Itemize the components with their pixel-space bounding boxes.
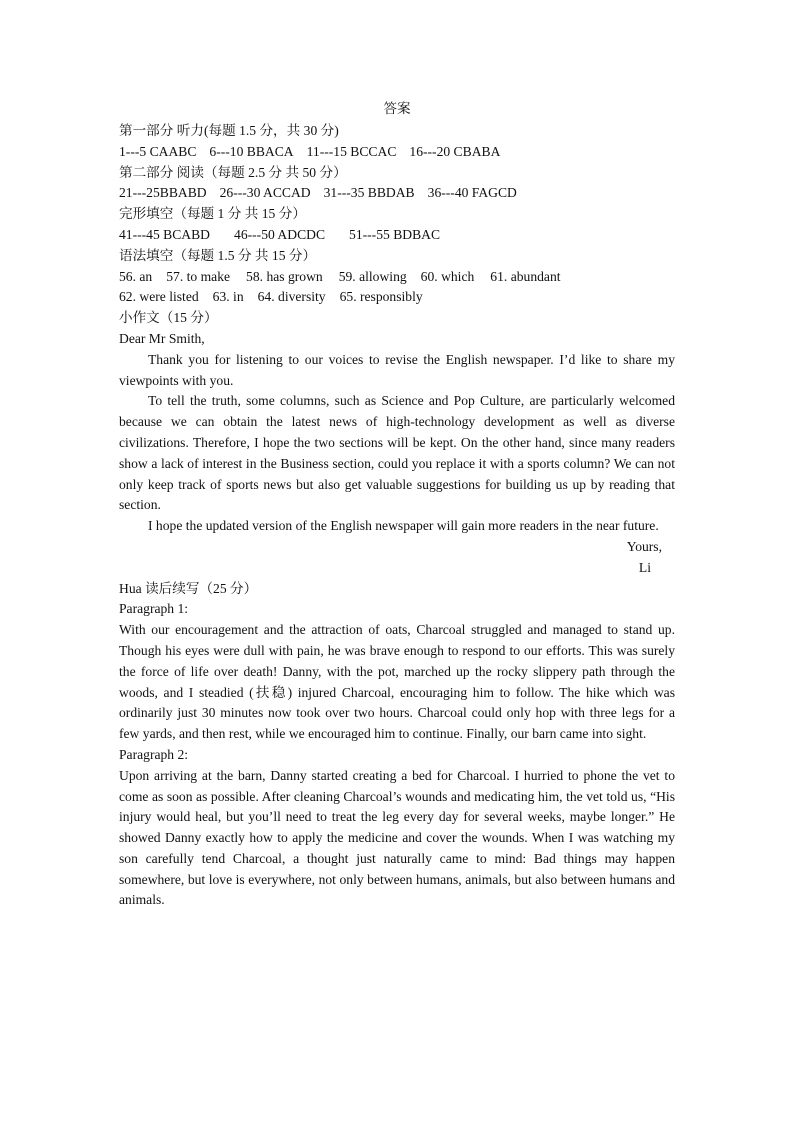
continuation-paragraph-2: Upon arriving at the barn, Danny started creating a bed for Charcoal. I hurried to phone the vet to come as soon as possible. After cleaning Charcoal’s wounds and medicating him, the vet told us, “His injury would heal, but you’ll need to treat the leg every day for several weeks, maybe longer.” He showed Danny exactly how to apply the medicine and cover the wounds. When I was watching my son carefully tend Charcoal, a thought just naturally came to mind: Bad things may happen somewhere, but love is everywhere, not only between humans, animals, but also between humans and animals. — [119, 767, 675, 908]
part1-header: 第一部分 听力(每题 1.5 分，共 30 分) — [119, 123, 339, 138]
part1-answers — [119, 142, 675, 163]
answer-group: 21---25BBABD — [119, 185, 207, 201]
grammar-answer: 61. abundant — [490, 268, 561, 284]
part2-answers — [119, 183, 675, 204]
paragraph-1-label: Paragraph 1: — [119, 601, 189, 617]
answer-group: 26---30 ACCAD — [219, 185, 311, 201]
answer-group: 16---20 CBABA — [409, 143, 501, 159]
grammar-answer: 63. in — [212, 289, 244, 305]
answer-sheet — [119, 98, 675, 911]
grammar-answer: 56. an — [119, 268, 153, 284]
letter-signature-part: Li — [638, 559, 651, 575]
letter-salutation: Dear Mr Smith, — [119, 330, 205, 346]
grammar-answer: 64. diversity — [257, 289, 326, 305]
answer-group: 51---55 BDBAC — [349, 226, 441, 242]
grammar-answer: 60. which — [420, 268, 475, 284]
grammar-answer: 65. responsibly — [339, 289, 423, 305]
grammar-answer: 59. allowing — [338, 268, 407, 284]
letter-closing: Yours, — [626, 538, 662, 554]
grammar-answer: 57. to make — [166, 268, 231, 284]
letter-paragraph-2: To tell the truth, some columns, such as Science and Pop Culture, are particularly welcomed because we can obtain the latest news of high-technology development as well as diverse civilizations. Therefore, I hope the two sections will be kept. On the other hand, since many readers show a lack of interest in the Business section, could you replace it with a sports column? We can not only keep track of sports news but also get valuable suggestions for building us up by reading that section. — [119, 393, 675, 513]
grammar-answers-row-1 — [119, 267, 675, 288]
continuation-header: 读后续写（25 分） — [145, 580, 258, 596]
grammar-header: 语法填空（每题 1.5 分 共 15 分） — [119, 247, 317, 263]
answer-group: 11---15 BCCAC — [306, 143, 397, 159]
answer-group: 36---40 FAGCD — [427, 185, 517, 201]
letter-signature-end: Hua — [119, 580, 142, 596]
letter-paragraph-3: I hope the updated version of the English newspaper will gain more readers in the near future. — [148, 518, 659, 534]
answer-group: 31---35 BBDAB — [323, 185, 415, 201]
answer-group: 1---5 CAABC — [119, 143, 197, 159]
answer-group: 6---10 BBACA — [209, 143, 294, 159]
grammar-answer: 58. has grown — [246, 268, 323, 284]
letter-paragraph-1: Thank you for listening to our voices to revise the English newspaper. I’d like to share my viewpoints with you. — [119, 351, 675, 388]
page-title: 答案 — [383, 101, 411, 116]
part2-header: 第二部分 阅读（每题 2.5 分 共 50 分） — [119, 164, 347, 180]
answer-group: 41---45 BCABD — [119, 226, 211, 242]
cloze-header: 完形填空（每题 1 分 共 15 分） — [119, 206, 306, 222]
essay-header: 小作文（15 分） — [119, 310, 218, 326]
answer-group: 46---50 ADCDC — [234, 226, 326, 242]
grammar-answer: 62. were listed — [119, 289, 199, 305]
grammar-answers-row-2 — [119, 287, 675, 308]
paragraph-2-label: Paragraph 2: — [119, 746, 189, 762]
continuation-header-line — [119, 579, 675, 600]
continuation-paragraph-1: With our encouragement and the attraction of oats, Charcoal struggled and managed to stand up. Though his eyes were dull with pain, he was brave enough to respond to our efforts. This was surely the force of life over death! Danny, with the pot, marched up the rocky slippery path through the woods, and I steadied (扶稳) injured Charcoal, encouraging him to follow. The hike which was ordinarily just 30 minutes now took over two hours. Charcoal could only hop with three legs for a few yards, and then rest, while we encouraged him to continue. Finally, our barn came into sight. — [119, 622, 675, 742]
cloze-answers — [119, 225, 675, 246]
